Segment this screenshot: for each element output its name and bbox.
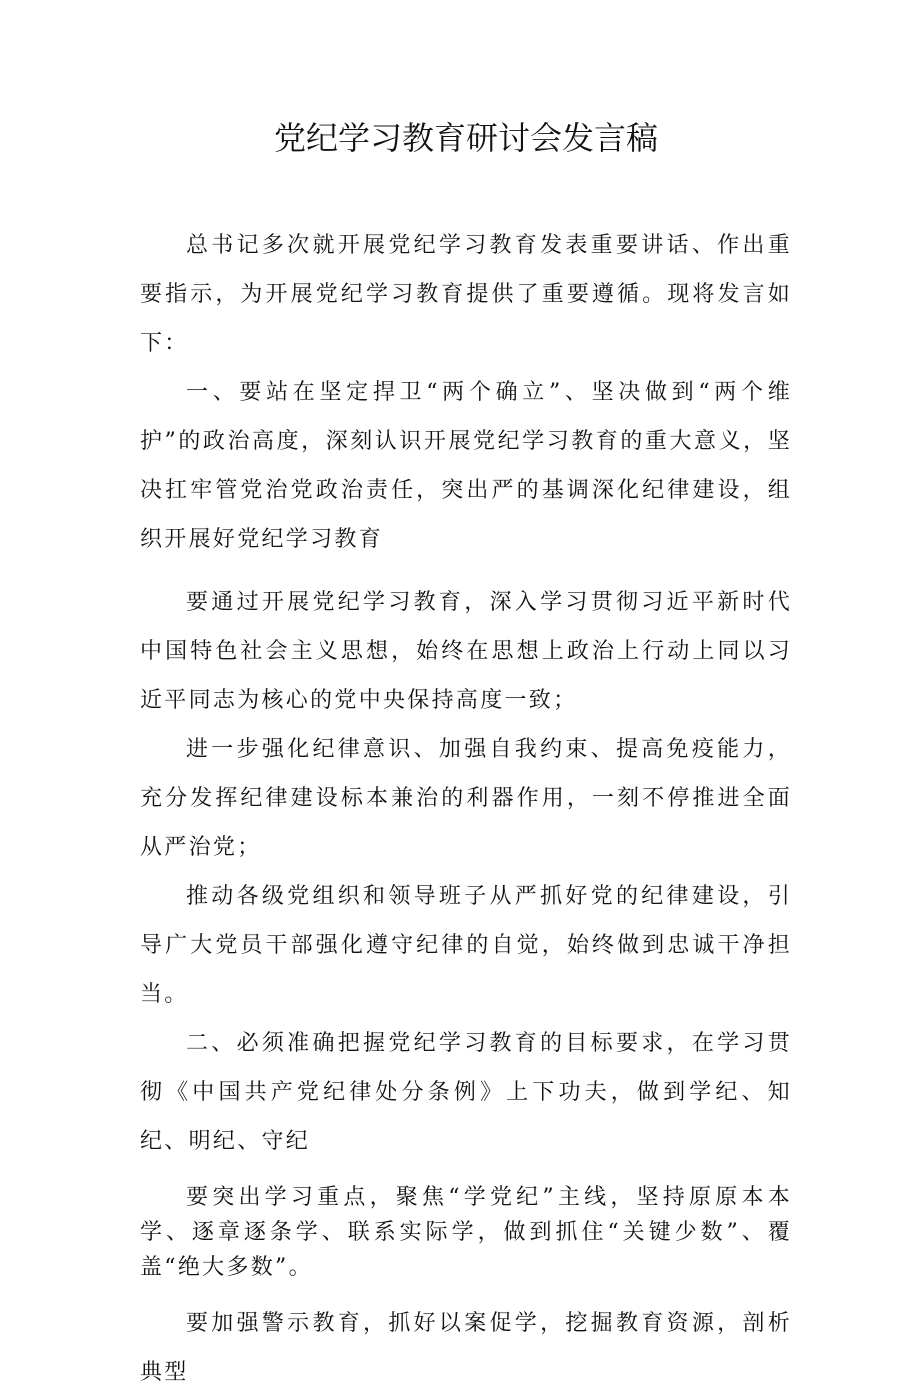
document-title: 党纪学习教育研讨会发言稿 [273, 119, 658, 157]
paragraph-promote-organizations: 推动各级党组织和领导班子从严抓好党的纪律建设，引导广大党员干部强化遵守纪律的自觉，始终做到忠诚干净担当。 [140, 884, 792, 1007]
paragraph-intro: 总书记多次就开展党纪学习教育发表重要讲话、作出重要指示，为开展党纪学习教育提供了重要遵循。现将发言如下： [140, 233, 792, 356]
document-body [140, 221, 792, 1397]
paragraph-discipline-awareness: 进一步强化纪律意识、加强自我约束、提高免疫能力，充分发挥纪律建设标本兼治的利器作用，一刻不停推进全面从严治党； [140, 737, 792, 860]
paragraph-section-one-heading: 一、要站在坚定捍卫“两个确立”、坚决做到“两个维护”的政治高度，深刻认识开展党纪学习教育的重大意义，坚决扛牢管党治党政治责任，突出严的基调深化纪律建设，组织开展好党纪学习教育 [140, 380, 792, 552]
paragraph-study-thought: 要通过开展党纪学习教育，深入学习贯彻习近平新时代中国特色社会主义思想，始终在思想上政治上行动上同以习近平同志为核心的党中央保持高度一致； [140, 590, 792, 713]
paragraph-warning-education: 要加强警示教育，抓好以案促学，挖掘教育资源，剖析典型 [140, 1311, 792, 1385]
paragraph-section-two-heading: 二、必须准确把握党纪学习教育的目标要求，在学习贯彻《中国共产党纪律处分条例》上下功夫，做到学纪、知纪、明纪、守纪 [140, 1031, 792, 1154]
paragraph-study-focus: 要突出学习重点，聚焦“学党纪”主线，坚持原原本本学、逐章逐条学、联系实际学，做到抓住“关键少数”、覆盖“绝大多数”。 [140, 1185, 792, 1280]
